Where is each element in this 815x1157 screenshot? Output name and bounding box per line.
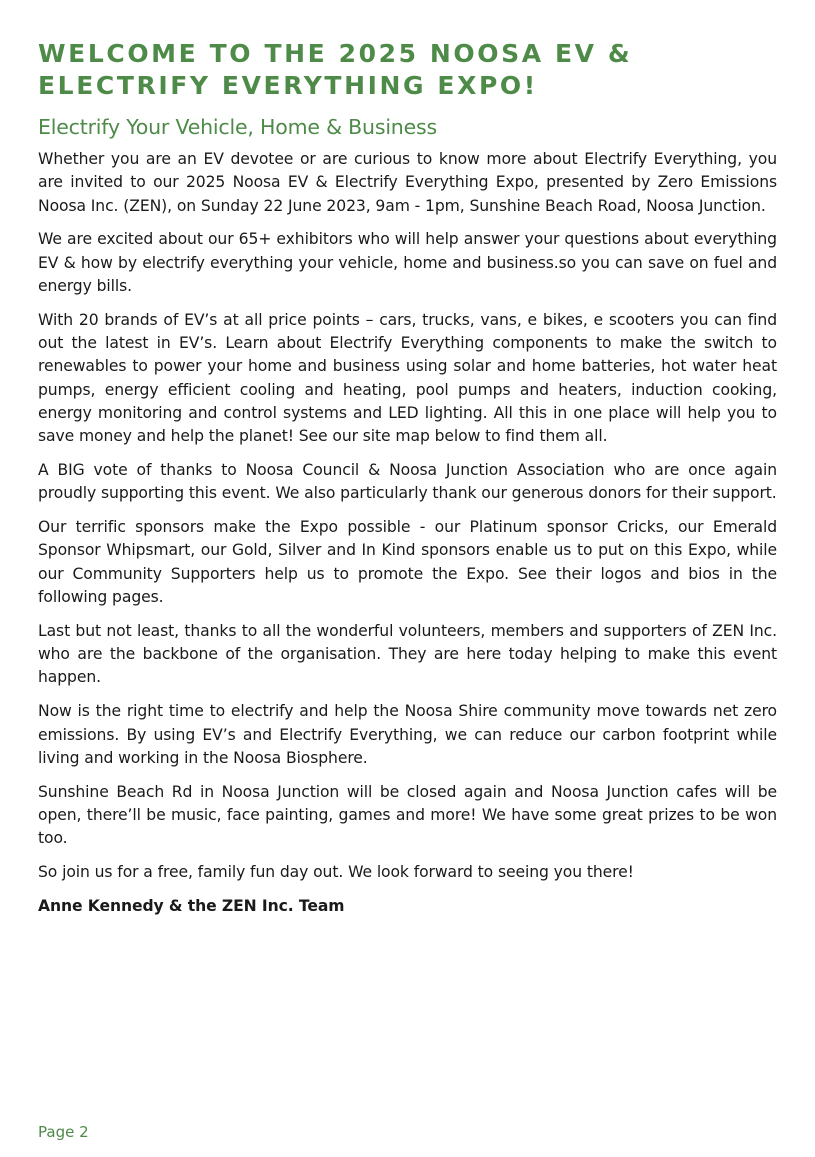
paragraph: Now is the right time to electrify and help the Noosa Shire community move towards net zero emissions. By using EV’s and Electrify Everything, we can reduce our carbon footprint while living and working in the Noosa Biosphere. [38,702,777,767]
page-content [38,38,777,929]
paragraph: Our terrific sponsors make the Expo possible - our Platinum sponsor Cricks, our Emerald Sponsor Whipsmart, our Gold, Silver and In Kind sponsors enable us to put on this Expo, while our Community Supporters help us to promote the Expo. See their logos and bios in the following pages. [38,518,777,607]
page-number: Page 2 [38,1123,89,1141]
page-title [38,38,777,102]
paragraph: We are excited about our 65+ exhibitors who will help answer your questions about everything EV & how by electrify everything your vehicle, home and business.so you can save on fuel and energy bills. [38,230,777,295]
subtitle: Electrify Your Vehicle, Home & Business [38,115,437,139]
paragraph: So join us for a free, family fun day out. We look forward to seeing you there! [38,863,634,882]
title-line-1: WELCOME TO THE 2025 NOOSA EV & [38,39,633,68]
signature: Anne Kennedy & the ZEN Inc. Team [38,896,345,915]
paragraph: A BIG vote of thanks to Noosa Council & Noosa Junction Association who are once again proudly supporting this event. We also particularly thank our generous donors for their support. [38,461,777,503]
title-line-2: ELECTRIFY EVERYTHING EXPO! [38,71,538,100]
paragraph: Whether you are an EV devotee or are curious to know more about Electrify Everything, you are invited to our 2025 Noosa EV & Electrify Everything Expo, presented by Zero Emissions Noosa Inc. (ZEN), on Sunday 22 June 2023, 9am - 1pm, Sunshine Beach Road, Noosa Junction. [38,150,777,215]
paragraph: With 20 brands of EV’s at all price points – cars, trucks, vans, e bikes, e scooters you can find out the latest in EV’s. Learn about Electrify Everything components to make the switch to renewables to power your home and business using solar and home batteries, hot water heat pumps, energy efficient cooling and heating, pool pumps and heaters, induction cooking, energy monitoring and control systems and LED lighting. All this in one place will help you to save money and help the planet! See our site map below to find them all. [38,310,777,446]
paragraph: Sunshine Beach Rd in Noosa Junction will be closed again and Noosa Junction cafes will be open, there’ll be music, face painting, games and more! We have some great prizes to be won too. [38,782,777,848]
paragraph: Last but not least, thanks to all the wonderful volunteers, members and supporters of ZEN Inc. who are the backbone of the organisation. They are here today helping to make this event happen. [38,621,777,687]
